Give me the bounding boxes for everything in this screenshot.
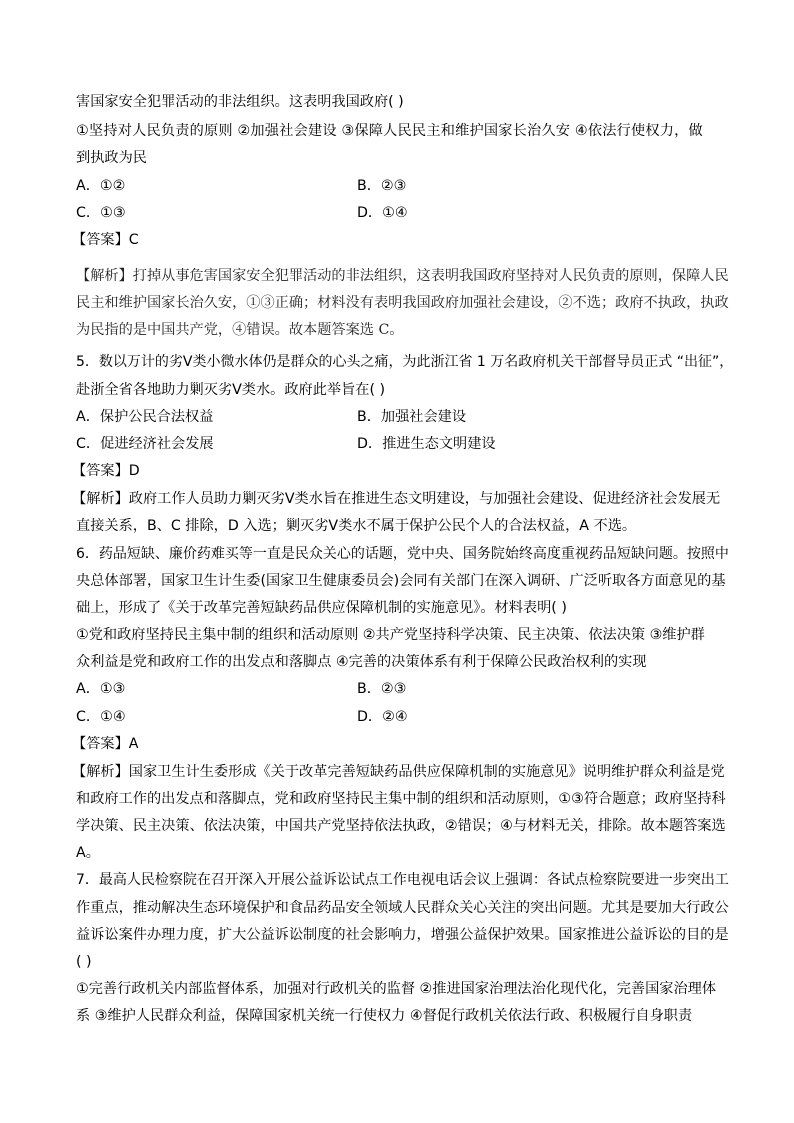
q6-statements-line-1: ①党和政府坚持民主集中制的组织和活动原则 ②共产党坚持科学决策、民主决策、依法决策 ③维护群 xyxy=(76,627,705,643)
q4-analysis-line-2: 民主和维护国家长治久安，①③正确；材料没有表明我国政府加强社会建设，②不选；政府不执政，执政 xyxy=(76,295,729,311)
q4-option-c: C．①③ xyxy=(76,205,126,221)
q4-option-a: A．①② xyxy=(76,178,126,194)
q7-stem-line-3: 益诉讼案件办理力度，扩大公益诉讼制度的社会影响力，增强公益保护效果。国家推进公益诉讼的目的是 xyxy=(76,927,729,943)
q6-statements-line-2: 众利益是党和政府工作的出发点和落脚点 ④完善的决策体系有利于保障公民政治权利的实现 xyxy=(76,654,647,670)
q6-analysis-line-1: 【解析】国家卫生计生委形成《关于改革完善短缺药品供应保障机制的实施意见》说明维护群众利益是党 xyxy=(72,764,725,780)
q5-analysis-line-1: 【解析】政府工作人员助力剿灭劣Ⅴ类水旨在推进生态文明建设，与加强社会建设、促进经济社会发展无 xyxy=(72,491,721,507)
q4-option-d: D．①④ xyxy=(357,205,408,221)
q7-stem-line-1: 7．最高人民检察院在召开深入开展公益诉讼试点工作电视电话会议上强调：各试点检察院要进一步突出工 xyxy=(76,872,729,888)
q5-option-c: C．促进经济社会发展 xyxy=(76,436,214,452)
q4-option-b: B．②③ xyxy=(357,178,407,194)
q6-analysis-line-3: 学决策、民主决策、依法决策，中国共产党坚持依法执政，②错误；④与材料无关，排除。故本题答案选 xyxy=(76,818,726,834)
q6-option-b: B．②③ xyxy=(357,681,407,697)
q7-stem-line-2: 作重点，推动解决生态环境保护和食品药品安全领域人民群众关心关注的突出问题。尤其是要加大行政公 xyxy=(76,900,729,916)
q6-analysis-line-4: A。 xyxy=(76,845,100,861)
q7-statements-line-2: 系 ③维护人民群众利益，保障国家机关统一行使权力 ④督促行政机关依法行政、积极履行自身职责 xyxy=(76,1008,693,1024)
q6-analysis-line-2: 和政府工作的出发点和落脚点，党和政府坚持民主集中制的组织和活动原则，①③符合题意；政府坚持科 xyxy=(76,791,726,807)
q6-option-c: C．①④ xyxy=(76,709,126,725)
q4-stem-tail: 害国家安全犯罪活动的非法组织。这表明我国政府( ) xyxy=(76,94,404,110)
q5-stem-line-2: 赴浙全省各地助力剿灭劣Ⅴ类水。政府此举旨在( ) xyxy=(76,382,386,398)
q4-analysis-line-1: 【解析】打掉从事危害国家安全犯罪活动的非法组织，这表明我国政府坚持对人民负责的原则，保障人民 xyxy=(76,268,729,284)
q5-option-b: B．加强社会建设 xyxy=(357,409,467,425)
q4-analysis-line-3: 为民指的是中国共产党，④错误。故本题答案选 C。 xyxy=(76,322,404,338)
q7-statements-line-1: ①完善行政机关内部监督体系，加强对行政机关的监督 ②推进国家治理法治化现代化，完善国家治理体 xyxy=(76,981,717,997)
q6-option-a: A．①③ xyxy=(76,681,126,697)
q6-stem-line-2: 央总体部署，国家卫生计生委(国家卫生健康委员会)会同有关部门在深入调研、广泛听取各方面意见的基 xyxy=(76,573,726,589)
q5-option-a: A．保护公民合法权益 xyxy=(76,409,214,425)
q5-option-d: D．推进生态文明建设 xyxy=(357,436,496,452)
q6-stem-line-3: 础上，形成了《关于改革完善短缺药品供应保障机制的实施意见》。材料表明( ) xyxy=(76,600,567,616)
q7-stem-line-4: ( ) xyxy=(76,954,92,970)
q6-answer: 【答案】A xyxy=(72,736,139,752)
q5-analysis-line-2: 直接关系，B、C 排除，D 入选；剿灭劣Ⅴ类水不属于保护公民个人的合法权益，A 不选。 xyxy=(76,518,637,534)
q4-statements-line-1: ①坚持对人民负责的原则 ②加强社会建设 ③保障人民民主和维护国家长治久安 ④依法行使权力，做 xyxy=(76,123,703,139)
q5-answer: 【答案】D xyxy=(72,463,140,479)
q6-stem-line-1: 6．药品短缺、廉价药难买等一直是民众关心的话题，党中央、国务院始终高度重视药品短缺问题。按照中 xyxy=(76,546,729,562)
q6-option-d: D．②④ xyxy=(357,709,408,725)
q4-answer: 【答案】C xyxy=(72,232,139,248)
q5-stem-line-1: 5．数以万计的劣Ⅴ类小微水体仍是群众的心头之痛，为此浙江省 1 万名政府机关干部督导员正式 “出征”， xyxy=(76,354,734,370)
q4-statements-line-2: 到执政为民 xyxy=(76,150,147,166)
